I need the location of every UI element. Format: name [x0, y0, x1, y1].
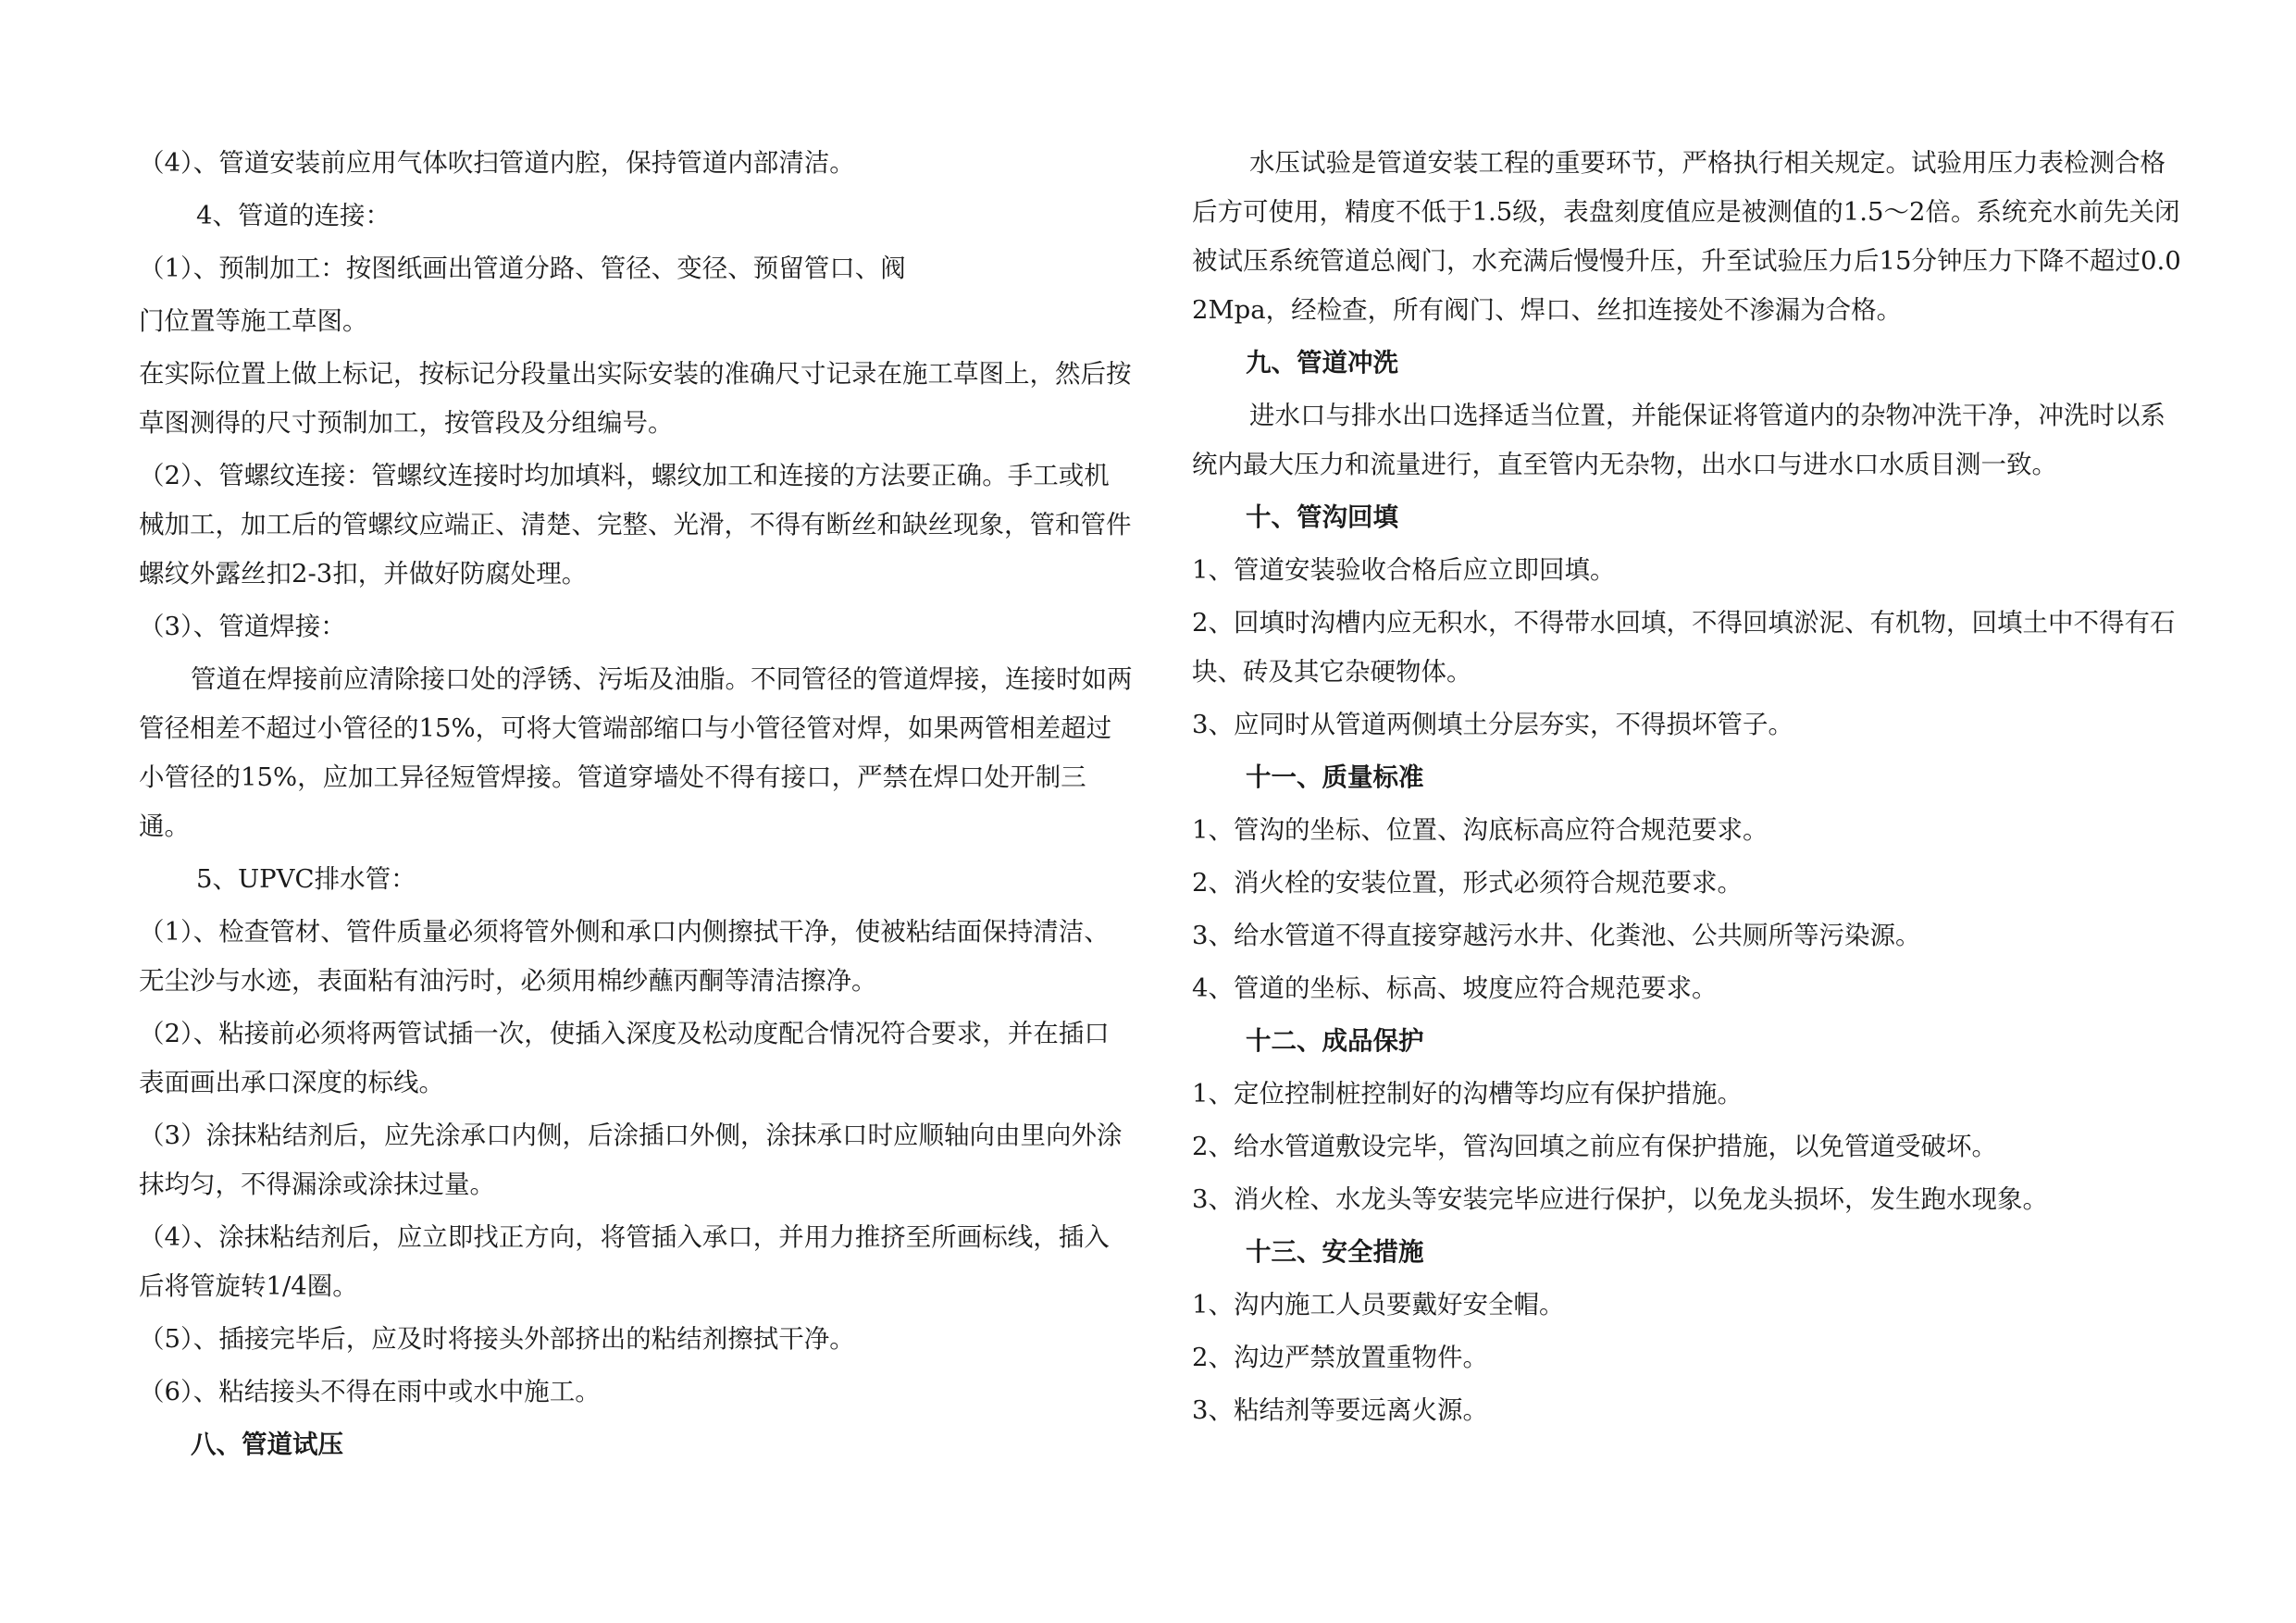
paragraph: （4）、管道安装前应用气体吹扫管道内腔，保持管道内部清洁。: [139, 148, 855, 178]
paragraph: （3）、管道焊接：: [139, 612, 346, 641]
paragraph: 管道在焊接前应清除接口处的浮锈、污垢及油脂。不同管径的管道焊接，连接时如两管径相差不超过小管径的15%，可将大管端部缩口与小管径管对焊，如果两管相差超过小管径的15%，应加工异径短管焊接。管道穿墙处不得有接口，严禁在焊口处开制三通。: [139, 664, 1133, 841]
paragraph: 1、管沟的坐标、位置、沟底标高应符合规范要求。: [1192, 815, 1769, 845]
paragraph: 水压试验是管道安装工程的重要环节，严格执行相关规定。试验用压力表检测合格后方可使用，精度不低于1.5级，表盘刻度值应是被测值的1.5～2倍。系统充水前先关闭被试压系统管道总阀门，水充满后慢慢升压，升至试验压力后15分钟压力下降不超过0.02Mpa，经检查，所有阀门、焊口、丝扣连接处不渗漏为合格。: [1192, 148, 2181, 325]
paragraph: 4、管道的坐标、标高、坡度应符合规范要求。: [1192, 973, 1718, 1003]
section-heading: 十二、成品保护: [1246, 1026, 1424, 1056]
paragraph: （2）、粘接前必须将两管试插一次，使插入深度及松动度配合情况符合要求，并在插口表面画出承口深度的标线。: [139, 1019, 1110, 1097]
paragraph: （5）、插接完毕后，应及时将接头外部挤出的粘结剂擦拭干净。: [139, 1324, 855, 1354]
paragraph: （4）、涂抹粘结剂后，应立即找正方向，将管插入承口，并用力推挤至所画标线，插入后将管旋转1/4圈。: [139, 1222, 1110, 1301]
paragraph: （3）涂抹粘结剂后，应先涂承口内侧，后涂插口外侧，涂抹承口时应顺轴向由里向外涂抹均匀，不得漏涂或涂抹过量。: [139, 1121, 1123, 1199]
paragraph: 门位置等施工草图。: [139, 306, 368, 336]
paragraph: 2、消火栓的安装位置，形式必须符合规范要求。: [1192, 868, 1743, 898]
paragraph: 4、管道的连接：: [196, 201, 391, 230]
section-heading: 十、管沟回填: [1246, 502, 1398, 532]
section-heading: 十三、安全措施: [1246, 1237, 1424, 1267]
paragraph: 3、给水管道不得直接穿越污水井、化粪池、公共厕所等污染源。: [1192, 921, 1921, 950]
left-column: [139, 139, 1134, 1473]
paragraph: 2、给水管道敷设完毕，管沟回填之前应有保护措施，以免管道受破坏。: [1192, 1132, 1997, 1161]
paragraph: 3、粘结剂等要远离火源。: [1192, 1395, 1488, 1425]
paragraph: （2）、管螺纹连接：管螺纹连接时均加填料，螺纹加工和连接的方法要正确。手工或机械加工，加工后的管螺纹应端正、清楚、完整、光滑，不得有断丝和缺丝现象，管和管件螺纹外露丝扣2-3扣，并做好防腐处理。: [139, 461, 1132, 588]
paragraph: 2、沟边严禁放置重物件。: [1192, 1343, 1488, 1372]
paragraph: 3、应同时从管道两侧填土分层夯实，不得损坏管子。: [1192, 710, 1793, 739]
section-heading: 十一、质量标准: [1246, 762, 1424, 792]
paragraph: 3、消火栓、水龙头等安装完毕应进行保护，以免龙头损坏，发生跑水现象。: [1192, 1184, 2048, 1214]
paragraph: 1、沟内施工人员要戴好安全帽。: [1192, 1290, 1565, 1319]
right-column: [1192, 139, 2184, 1439]
paragraph: 2、回填时沟槽内应无积水，不得带水回填，不得回填淤泥、有机物，回填土中不得有石块、砖及其它杂硬物体。: [1192, 608, 2176, 687]
section-heading: 九、管道冲洗: [1246, 348, 1398, 378]
paragraph: （6）、粘结接头不得在雨中或水中施工。: [139, 1377, 601, 1406]
section-heading: 八、管道试压: [191, 1430, 343, 1459]
paragraph: 1、定位控制桩控制好的沟槽等均应有保护措施。: [1192, 1079, 1743, 1109]
paragraph: （1）、预制加工：按图纸画出管道分路、管径、变径、预留管口、阀: [139, 254, 906, 283]
paragraph: 1、管道安装验收合格后应立即回填。: [1192, 555, 1616, 585]
paragraph: 进水口与排水出口选择适当位置，并能保证将管道内的杂物冲洗干净，冲洗时以系统内最大压力和流量进行，直至管内无杂物，出水口与进水口水质目测一致。: [1192, 401, 2166, 479]
paragraph: （1）、检查管材、管件质量必须将管外侧和承口内侧擦拭干净，使被粘结面保持清洁、无尘沙与水迹，表面粘有油污时，必须用棉纱蘸丙酮等清洁擦净。: [139, 917, 1110, 996]
paragraph: 在实际位置上做上标记，按标记分段量出实际安装的准确尺寸记录在施工草图上，然后按草图测得的尺寸预制加工，按管段及分组编号。: [139, 359, 1132, 438]
paragraph: 5、UPVC排水管：: [196, 864, 416, 894]
